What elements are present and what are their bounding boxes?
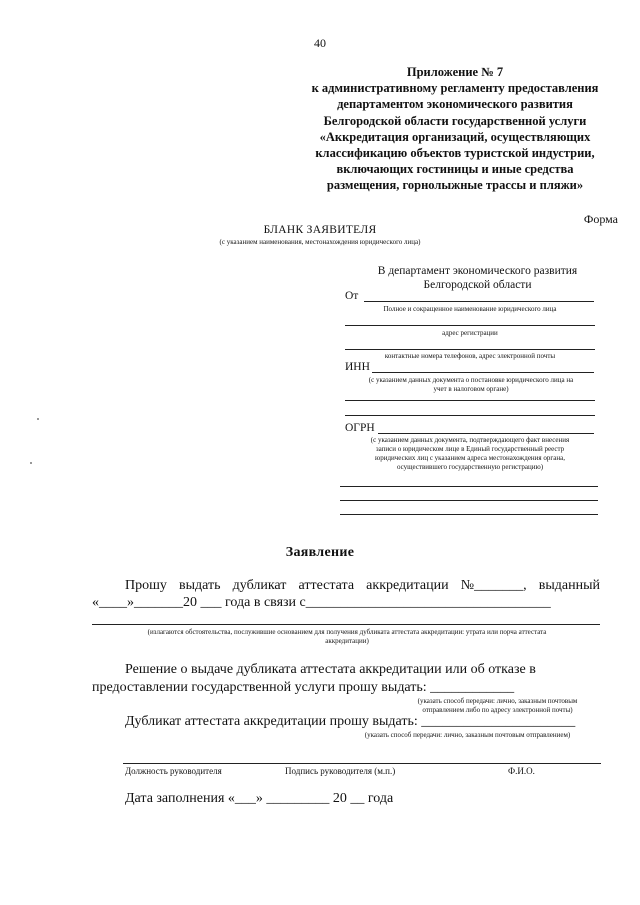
fill-date[interactable]: Дата заполнения «___» _________ 20 __ года	[125, 791, 394, 806]
name-caption: Полное и сокращенное наименование юридического лица	[383, 305, 557, 313]
address-caption: адрес регистрации	[442, 329, 498, 337]
ogrn-caption-line: осуществившего государственную регистрацию)	[396, 463, 544, 471]
from-label: От	[345, 290, 359, 302]
ogrn-label: ОГРН	[345, 422, 375, 434]
from-field-line[interactable]	[364, 301, 594, 302]
inn-label: ИНН	[345, 361, 370, 373]
address-field-line[interactable]	[345, 325, 595, 326]
signature-label: Подпись руководителя (м.п.)	[285, 766, 396, 776]
reason-caption-line: (излагаются обстоятельства, послужившие основанием для получения дубликата аттестата аккредитации: утрата или порча аттестата	[147, 628, 547, 636]
appendix-header	[290, 64, 620, 194]
ogrn-caption-line: юридических лиц с указанием адреса местонахождения органа,	[375, 454, 565, 462]
inn-caption-line: (с указанием данных документа о постановке юридического лица на	[368, 376, 574, 384]
appendix-line: департаментом экономического развития	[337, 97, 573, 112]
decision-line-2[interactable]: предоставлении государственной услуги прошу выдать: ____________	[92, 680, 515, 695]
request-word: выдать	[179, 578, 221, 593]
request-word: аккредитации	[366, 578, 449, 593]
appendix-line: к административному регламенту предоставления	[311, 81, 599, 96]
ogrn-caption-line: записи о юридическом лице в Единый государственный реестр	[375, 445, 565, 453]
addressee-line: В департамент экономического развития	[377, 265, 578, 277]
inn-caption-line: учет в налоговом органе)	[433, 385, 509, 393]
contacts-caption: контактные номера телефонов, адрес электронной почты	[384, 352, 556, 360]
statement-title: Заявление	[285, 545, 355, 560]
ogrn-extra-line[interactable]	[340, 486, 598, 487]
scan-mark	[37, 418, 39, 420]
contacts-field-line[interactable]	[345, 349, 595, 350]
appendix-line: Белгородской области государственной услуги	[323, 113, 587, 128]
duplicate-caption: (указать способ передачи: лично, заказным почтовым отправлением)	[364, 731, 571, 739]
request-word: дубликат	[232, 578, 287, 593]
page-number: 40	[314, 36, 326, 50]
appendix-line: размещения, горнолыжные трассы и пляжи»	[326, 178, 584, 193]
request-word: аттестата	[298, 578, 355, 593]
position-label: Должность руководителя	[125, 766, 222, 776]
reason-field-line[interactable]	[92, 624, 600, 625]
ogrn-extra-line[interactable]	[340, 500, 598, 501]
duplicate-line[interactable]: Дубликат аттестата аккредитации прошу выдать: ______________________	[125, 714, 576, 729]
request-word: выданный	[538, 578, 600, 593]
ogrn-caption	[336, 436, 604, 472]
blank-title: БЛАНК ЗАЯВИТЕЛЯ	[263, 224, 377, 236]
form-label: Форма	[583, 212, 618, 226]
appendix-line: «Аккредитация организаций, осуществляющих	[319, 129, 591, 144]
certificate-number-field[interactable]: №_______,	[460, 578, 527, 593]
appendix-line: включающих гостиницы и иные средства	[336, 162, 574, 177]
reason-caption-line: аккредитации)	[325, 637, 369, 645]
inn-field-line[interactable]	[372, 372, 594, 373]
scan-mark	[30, 462, 32, 464]
decision-caption	[390, 697, 605, 715]
request-line-1	[125, 578, 600, 594]
ogrn-field-line[interactable]	[378, 433, 594, 434]
appendix-line: классификацию объектов туристской индустрии,	[315, 146, 595, 161]
full-name-label: Ф.И.О.	[508, 766, 535, 776]
blank-subtitle: (с указанием наименования, местонахождения юридического лица)	[219, 238, 421, 246]
addressee-line: Белгородской области	[423, 279, 532, 291]
ogrn-caption-line: (с указанием данных документа, подтверждающего факт внесения	[370, 436, 570, 444]
signature-field-line[interactable]	[123, 763, 601, 764]
ogrn-extra-line[interactable]	[340, 514, 598, 515]
inn-extra-line[interactable]	[345, 415, 595, 416]
addressee	[345, 264, 610, 292]
decision-caption-line: (указать способ передачи: лично, заказным почтовым	[417, 697, 578, 705]
reason-caption	[92, 628, 602, 646]
decision-line-1: Решение о выдаче дубликата аттестата аккредитации или об отказе в	[125, 662, 536, 677]
inn-extra-line[interactable]	[345, 400, 595, 401]
request-line-2[interactable]: «____»_______20 ___ года в связи с___________________________________	[92, 595, 551, 610]
inn-caption	[342, 376, 600, 394]
appendix-title: Приложение № 7	[406, 65, 504, 79]
decision-caption-line: отправлением либо по адресу электронной почты)	[422, 706, 573, 714]
request-word: Прошу	[125, 578, 167, 593]
